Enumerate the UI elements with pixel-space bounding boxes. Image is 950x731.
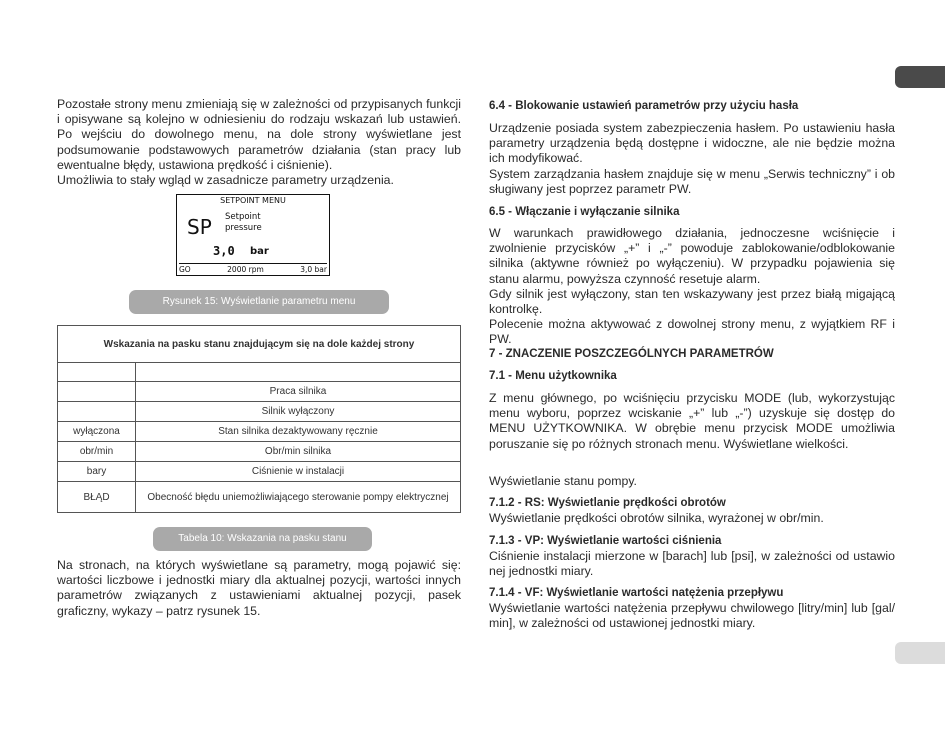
table-cell-value <box>136 363 461 382</box>
section-7-title: 7 - ZNACZENIE POSZCZEGÓLNYCH PARAMETRÓW <box>489 348 774 360</box>
section-7-1-3-title: 7.1.3 - VP: Wyświetlanie wartości ciśnienia <box>489 535 722 547</box>
table-header: Wskazania na pasku stanu znajdującym się na dole każdej strony <box>58 326 461 363</box>
section-7-1-text: Z menu głównego, po wciśnięciu przycisku MODE (lub, wykorzystując menu wyboru, poprzez wciskanie „+” lub „-”) uzyskuje się dostęp do MENU UŻYTKOWNIKA. W obrębie menu przycisk MODE umożliwia poruszanie się po różnych stronach menu. Wyświetlane wielkości. <box>489 391 895 451</box>
lcd-title: SETPOINT MENU <box>220 196 286 205</box>
table-row <box>58 363 461 382</box>
page-tab-light <box>895 642 945 664</box>
lcd-value: 3,0 <box>213 244 235 258</box>
table-cell-key: obr/min <box>58 442 136 462</box>
figure-caption: Rysunek 15: Wyświetlanie parametru menu <box>129 290 389 314</box>
lcd-sp: SP <box>187 215 212 239</box>
table-cell-value: Ciśnienie w instalacji <box>136 462 461 482</box>
table-row <box>58 462 461 482</box>
bottom-paragraph: Na stronach, na których wyświetlane są parametry, mogą pojawić się: wartości liczbowe i jednostki miary dla aktualnej pozycji, wartości innych parametrów związanych z ustawieniami aktualnej pozycji, pasek graficzny, wykazy – patrz rysunek 15. <box>57 558 461 618</box>
table-cell-key <box>58 363 136 382</box>
section-7-1-2 <box>489 496 895 526</box>
section-6-5 <box>489 205 895 220</box>
section-6-5-title: 6.5 - Włączanie i wyłączanie silnika <box>489 206 680 218</box>
section-7-1-4 <box>489 586 895 631</box>
section-7 <box>489 347 895 362</box>
table-cell-key <box>58 382 136 402</box>
table-cell-value: Praca silnika <box>136 382 461 402</box>
left-bottom-text <box>57 558 461 619</box>
lcd-label-pressure: pressure <box>225 223 262 233</box>
section-6-4-text: Urządzenie posiada system zabezpieczenia hasłem. Po ustawieniu hasła parametry urządzenia będą dostępne i widoczne, ale nie będzie można ich modyfikować. System zarządzania hasłem znajduje się w menu „Serwis techniczny” i ob sługiwany jest poprzez parametr PW. <box>489 121 895 196</box>
section-7-1-body <box>489 391 895 452</box>
table-cell-key: BŁĄD <box>58 482 136 513</box>
lcd-status-bar <box>179 263 327 274</box>
table-row <box>58 442 461 462</box>
lcd-label-setpoint: Setpoint <box>225 212 261 222</box>
table-row <box>58 422 461 442</box>
section-6-4-title: 6.4 - Blokowanie ustawień parametrów przy użyciu hasła <box>489 100 799 112</box>
status-bar-table <box>57 325 461 513</box>
page-tab-dark <box>895 66 945 88</box>
left-intro <box>57 97 461 188</box>
lcd-pressure: 3,0 bar <box>300 265 327 274</box>
section-7-1-4-text: Wyświetlanie wartości natężenia przepływu chwilowego [litry/min] lub [gal/ min], w zależności od ustawionej jednostki miary. <box>489 601 895 631</box>
table-cell-key <box>58 402 136 422</box>
section-7-1-2-title: 7.1.2 - RS: Wyświetlanie prędkości obrotów <box>489 497 726 509</box>
table-caption: Tabela 10: Wskazania na pasku stanu <box>153 527 372 551</box>
section-6-4 <box>489 99 895 114</box>
section-6-5-body <box>489 226 895 348</box>
table-cell-key: wyłączona <box>58 422 136 442</box>
section-7-1-extra-text: Wyświetlanie stanu pompy. <box>489 474 637 488</box>
section-6-5-text: W warunkach prawidłowego działania, jednoczesne wciśnięcie i zwolnienie przycisków „+” i „-” powoduje zablokowanie/odblokowanie silnika (aktywne również po wyłączeniu). W przypadku pojawienia się stanu alarmu, powyższa czynność resetuje alarm. Gdy silnik jest wyłączony, stan ten wskazywany jest przez białą migającą kontrolkę. Polecenie można aktywować z dowolnej strony menu, z wyjątkiem RF i PW. <box>489 226 895 347</box>
lcd-rpm: 2000 rpm <box>227 265 264 274</box>
table-cell-value: Silnik wyłączony <box>136 402 461 422</box>
section-7-1-4-title: 7.1.4 - VF: Wyświetlanie wartości natężenia przepływu <box>489 587 784 599</box>
intro-paragraph: Pozostałe strony menu zmieniają się w zależności od przypisanych funkcji i opisywane są kolejno w odniesieniu do rodzaju wskazań lub ustawień. Po wejściu do dowolnego menu, na dole strony wyświetlane jest podsumowanie podstawowych parametrów działania (stan pracy lub ewentualne błędy, ustawiona prędkość i ciśnienie). Umożliwia to stały wgląd w zasadnicze parametry urządzenia. <box>57 97 461 188</box>
table-row <box>58 382 461 402</box>
table-cell-value: Obecność błędu uniemożliwiającego sterowanie pompy elektrycznej <box>136 482 461 513</box>
lcd-unit: bar <box>250 246 269 257</box>
section-7-1-3 <box>489 534 895 579</box>
table-cell-key: bary <box>58 462 136 482</box>
section-7-1-3-text: Ciśnienie instalacji mierzone w [barach] lub [psi], w zależności od ustawio nej jednostki miary. <box>489 549 895 579</box>
table-cell-value: Stan silnika dezaktywowany ręcznie <box>136 422 461 442</box>
section-7-1-2-text: Wyświetlanie prędkości obrotów silnika, wyrażonej w obr/min. <box>489 511 824 525</box>
section-7-1 <box>489 369 895 384</box>
section-7-1-title: 7.1 - Menu użytkownika <box>489 370 617 382</box>
table-row <box>58 402 461 422</box>
table-row <box>58 482 461 513</box>
lcd-status: GO <box>179 265 191 274</box>
table-cell-value: Obr/min silnika <box>136 442 461 462</box>
lcd-display-figure <box>176 194 330 276</box>
section-7-1-extra <box>489 474 895 489</box>
section-6-4-body <box>489 121 895 197</box>
